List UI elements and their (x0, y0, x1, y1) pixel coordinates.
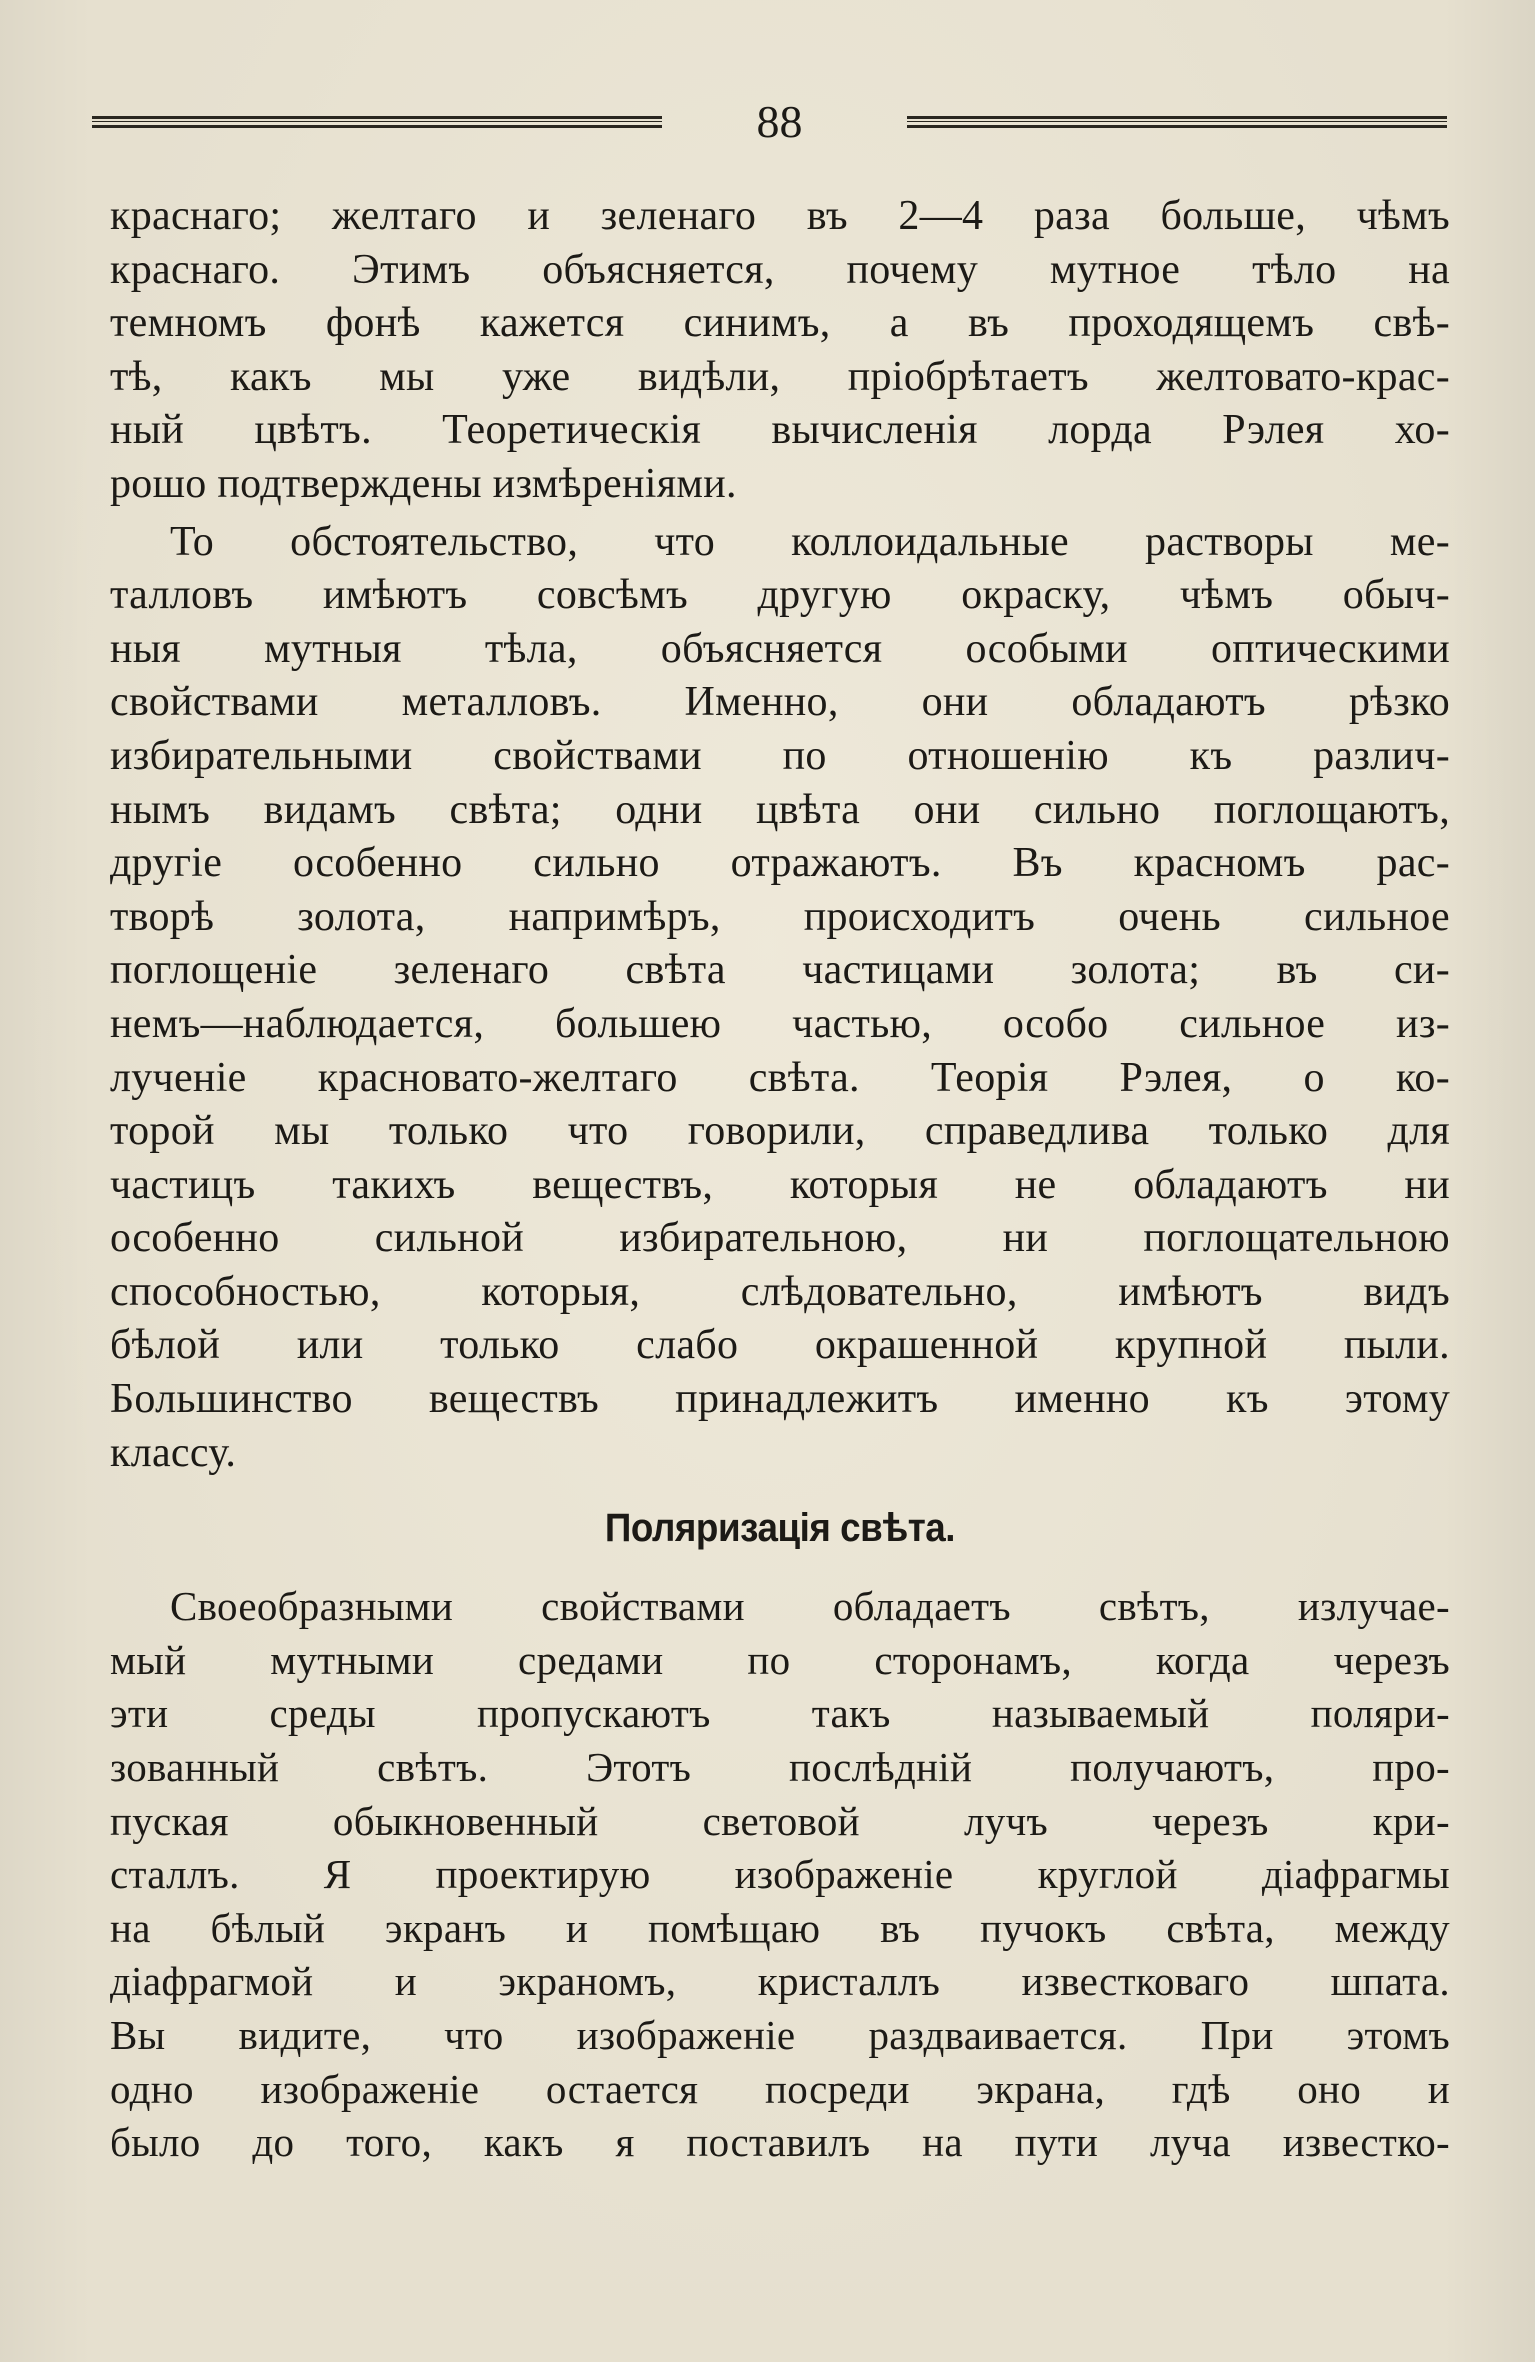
running-header (92, 92, 1447, 152)
text-line: эти среды пропускаютъ такъ называемый поляри- (110, 1690, 1450, 1737)
paragraph-3 (110, 1580, 1450, 2170)
text-line: было до того, какъ я поставилъ на пути луча известко- (110, 2119, 1450, 2166)
text-line: свойствами металловъ. Именно, они обладаютъ рѣзко (110, 679, 1450, 726)
text-line: ныя мутныя тѣла, объясняется особыми оптическими (110, 625, 1450, 672)
text-line: То обстоятельство, что коллоидальные растворы ме- (170, 518, 1450, 565)
text-line: Вы видите, что изображеніе раздваивается. При этомъ (110, 2012, 1450, 2058)
text-line: пуская обыкновенный световой лучъ черезъ кри- (110, 1797, 1450, 1844)
text-line: торой мы только что говорили, справедлива только для (110, 1108, 1450, 1155)
text-line: особенно сильной избирательною, ни поглощательною (110, 1215, 1450, 1262)
text-line: лученіе красновато-желтаго свѣта. Теорія Рэлея, о ко- (110, 1054, 1450, 1101)
text-line: краснаго; желтаго и зеленаго въ 2—4 раза больше, чѣмъ (110, 193, 1450, 239)
text-line: другіе особенно сильно отражаютъ. Въ красномъ рас- (110, 840, 1450, 887)
text-line: поглощеніе зеленаго свѣта частицами золота; въ си- (110, 947, 1450, 994)
text-line: Большинство веществъ принадлежитъ именно къ этому (110, 1376, 1450, 1423)
header-rule-right (907, 116, 1447, 128)
text-line: Своеобразными свойствами обладаетъ свѣтъ, излучае- (170, 1583, 1450, 1630)
text-line: творѣ золота, напримѣръ, происходитъ очень сильное (110, 893, 1450, 940)
text-line: нымъ видамъ свѣта; одни цвѣта они сильно поглощаютъ, (110, 786, 1450, 833)
paragraph-2 (110, 516, 1450, 1481)
text-line: немъ—наблюдается, большею частью, особо сильное из- (110, 1000, 1450, 1047)
text-line: бѣлой или только слабо окрашенной крупной пыли. (110, 1322, 1450, 1369)
text-line: зованный свѣтъ. Этотъ послѣдній получаютъ, про- (110, 1744, 1450, 1791)
text-line: ный цвѣтъ. Теоретическія вычисленія лорда Рэлея хо- (110, 407, 1450, 454)
text-line: одно изображеніе остается посреди экрана, гдѣ оно и (110, 2065, 1450, 2112)
text-line: избирательными свойствами по отношенію къ различ- (110, 732, 1450, 779)
text-line: темномъ фонѣ кажется синимъ, а въ проходящемъ свѣ- (110, 300, 1450, 347)
text-line: діафрагмой и экраномъ, кристаллъ известковаго шпата. (110, 1958, 1450, 2005)
paragraph-1 (110, 190, 1450, 512)
text-line: мый мутными средами по сторонамъ, когда черезъ (110, 1636, 1450, 1683)
text-line: частицъ такихъ веществъ, которыя не обладаютъ ни (110, 1161, 1450, 1208)
text-line: талловъ имѣютъ совсѣмъ другую окраску, чѣмъ обыч- (110, 572, 1450, 619)
section-heading: Поляризація свѣта. (604, 1506, 956, 1551)
text-block (110, 190, 1450, 2170)
text-line: сталлъ. Я проектирую изображеніе круглой діафрагмы (110, 1851, 1450, 1898)
page-number: 88 (756, 96, 803, 147)
text-line: рошо подтверждены измѣреніями. (110, 460, 737, 507)
text-line: классу. (110, 1429, 237, 1476)
text-line: тѣ, какъ мы уже видѣли, пріобрѣтаетъ желтовато-крас- (110, 353, 1450, 400)
text-line: краснаго. Этимъ объясняется, почему мутное тѣло на (110, 246, 1450, 293)
text-line: на бѣлый экранъ и помѣщаю въ пучокъ свѣта, между (110, 1904, 1450, 1951)
text-line: способностью, которыя, слѣдовательно, имѣютъ видъ (110, 1268, 1450, 1315)
